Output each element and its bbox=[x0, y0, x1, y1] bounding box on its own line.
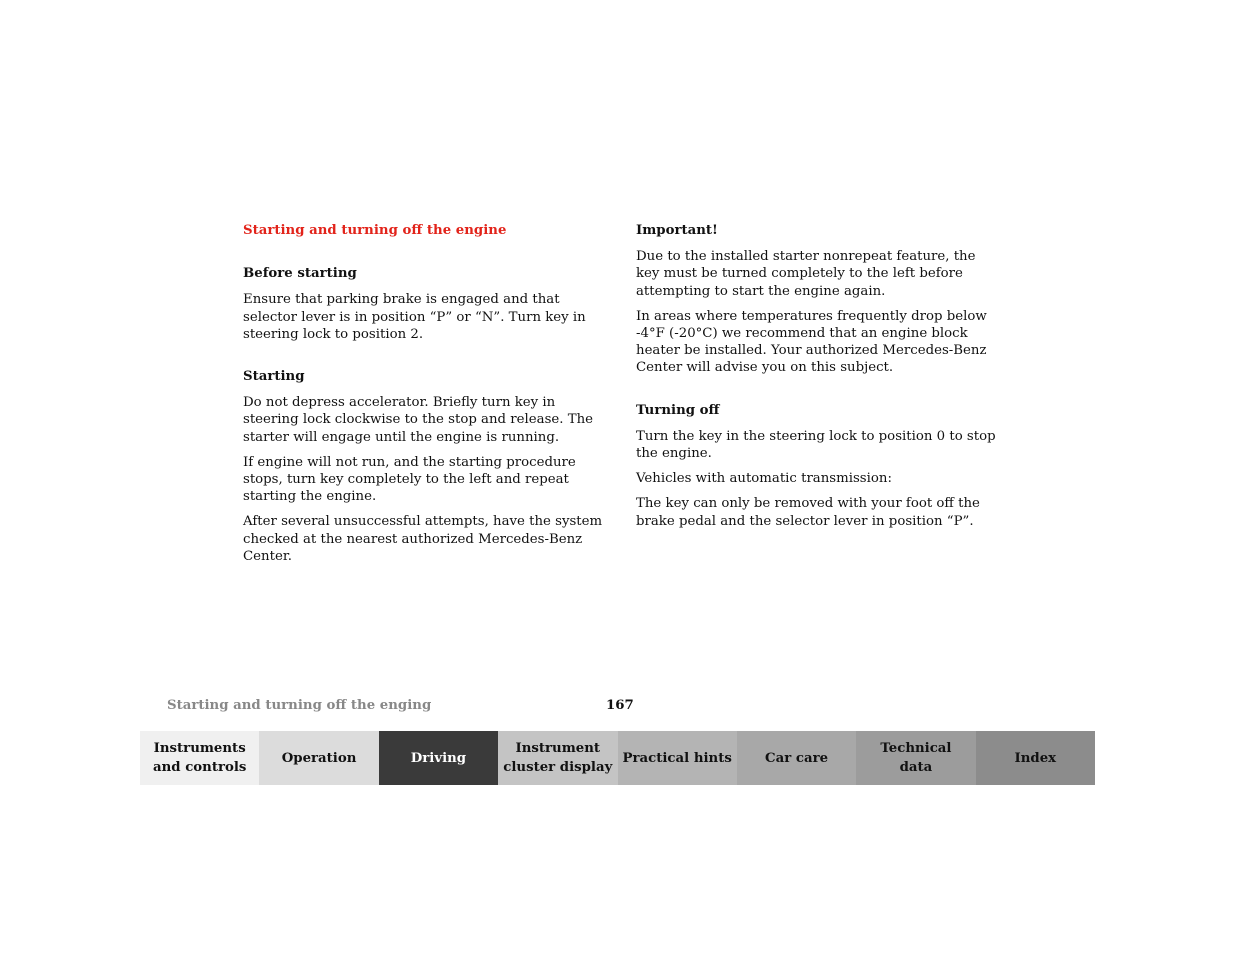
nav-tab-technical-data[interactable] bbox=[856, 731, 975, 785]
nav-tab-instruments-and-controls[interactable] bbox=[140, 731, 259, 785]
nav-tab-label: Index bbox=[1014, 750, 1057, 766]
paragraph: In areas where temperatures frequently drop below -4°F (-20°C) we recommend that an engine block heater be installed. Your authorized Mercedes-Benz Center will advise you on this subject. bbox=[636, 308, 987, 376]
paragraph: Due to the installed starter nonrepeat feature, the key must be turned completely to the left before attempting to start the engine again. bbox=[636, 249, 976, 299]
paragraph: Vehicles with automatic transmission: bbox=[636, 471, 892, 487]
nav-tab-car-care[interactable] bbox=[737, 731, 856, 785]
section-title: Starting and turning off the engine bbox=[243, 223, 507, 238]
nav-tab-label: Instruments and controls bbox=[152, 741, 247, 775]
nav-tab-label: Driving bbox=[410, 750, 467, 766]
heading-starting: Starting bbox=[243, 369, 305, 385]
chapter-nav bbox=[140, 731, 1095, 785]
nav-tab-driving[interactable] bbox=[379, 731, 498, 785]
nav-tab-label: Car care bbox=[765, 750, 829, 766]
heading-turning-off: Turning off bbox=[636, 402, 720, 418]
paragraph: Ensure that parking brake is engaged and that selector lever is in position “P” or “N”. Turn key in steering lock to position 2. bbox=[243, 292, 586, 342]
heading-before-starting: Before starting bbox=[243, 266, 357, 282]
page-number: 167 bbox=[606, 698, 634, 713]
footer-title: Starting and turning off the enging bbox=[167, 698, 432, 713]
heading-important: Important! bbox=[636, 223, 718, 238]
nav-tab-label: Technical data bbox=[880, 741, 952, 775]
nav-tab-practical-hints[interactable] bbox=[618, 731, 737, 785]
paragraph: If engine will not run, and the starting procedure stops, turn key completely to the left and repeat starting the engine. bbox=[243, 454, 576, 505]
nav-tab-label: Operation bbox=[281, 750, 357, 766]
nav-tab-label: Instrument cluster display bbox=[503, 741, 613, 775]
nav-tab-label: Practical hints bbox=[622, 750, 732, 766]
nav-tab-instrument-cluster-display[interactable] bbox=[498, 731, 617, 785]
paragraph: Turn the key in the steering lock to position 0 to stop the engine. bbox=[636, 428, 996, 462]
left-column bbox=[243, 222, 603, 573]
nav-tab-index[interactable] bbox=[976, 731, 1095, 785]
paragraph: The key can only be removed with your foot off the brake pedal and the selector lever in position “P”. bbox=[636, 496, 980, 529]
nav-tab-operation[interactable] bbox=[259, 731, 378, 785]
right-column bbox=[636, 222, 996, 538]
paragraph: After several unsuccessful attempts, have the system checked at the nearest authorized Mercedes-Benz Center. bbox=[243, 514, 603, 564]
paragraph: Do not depress accelerator. Briefly turn key in steering lock clockwise to the stop and release. The starter will engage until the engine is running. bbox=[243, 395, 594, 445]
